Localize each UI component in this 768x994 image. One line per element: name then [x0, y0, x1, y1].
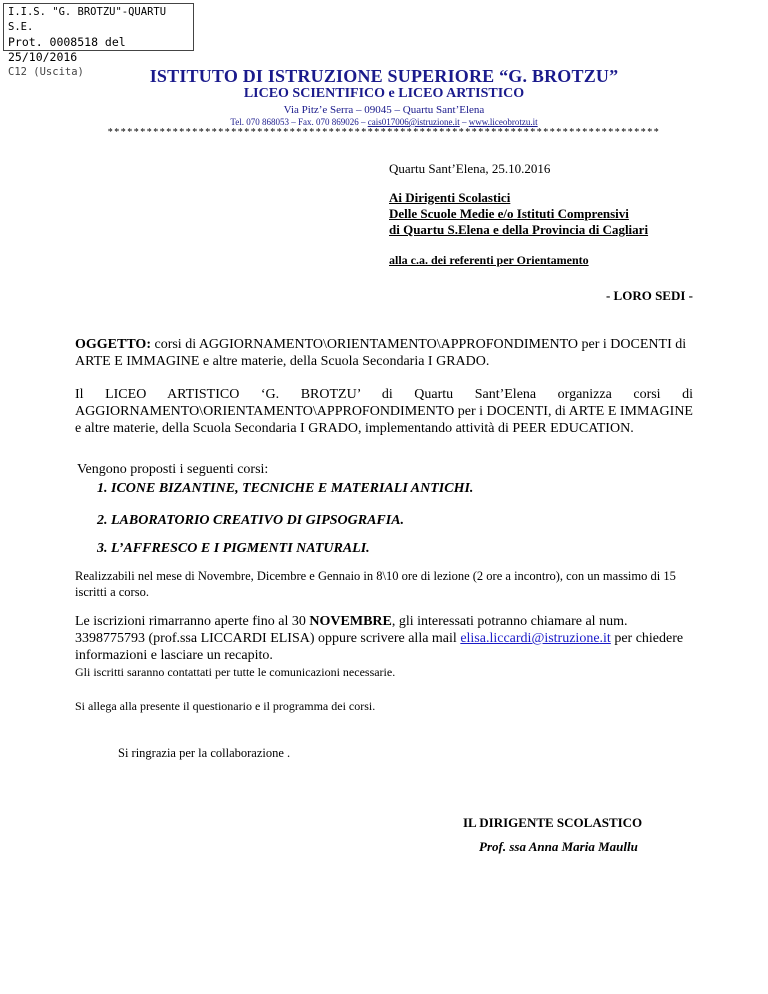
signup-deadline: NOVEMBRE — [309, 614, 392, 629]
course-item: 1. ICONE BIZANTINE, TECNICHE E MATERIALI ANTICHI. — [97, 481, 474, 496]
school-name: ISTITUTO DI ISTRUZIONE SUPERIORE “G. BROTZU” — [149, 66, 619, 86]
contacts-separator: – — [459, 117, 469, 127]
attachment-note: Si allega alla presente il questionario e il programma dei corsi. — [75, 699, 376, 713]
signup-text-end: per chiedere informazioni e lasciare un recapito. — [75, 631, 684, 663]
signature-title: IL DIRIGENTE SCOLASTICO — [463, 815, 643, 830]
signup-text-mid: , gli interessati potranno chiamare al num. 3398775793 (prof.ssa LICCARDI ELISA) oppure scrivere alla mail — [75, 614, 628, 646]
school-website-link[interactable]: www.liceobrotzu.it — [468, 117, 538, 127]
school-subtitle: LICEO SCIENTIFICO e LICEO ARTISTICO — [243, 86, 525, 101]
signup-text-start: Le iscrizioni rimarranno aperte fino al 30 — [75, 614, 310, 629]
subject-text: corsi di AGGIORNAMENTO\ORIENTAMENTO\APPROFONDIMENTO per i DOCENTI di ARTE E IMMAGINE e altre materie, della Scuola Secondaria I GRADO. — [75, 337, 687, 369]
stamp-line-class: C12 (Uscita) — [8, 66, 84, 78]
subject-label: OGGETTO: — [75, 337, 151, 352]
courses-intro: Vengono proposti i seguenti corsi: — [77, 462, 269, 477]
attention-line: alla c.a. dei referenti per Orientamento — [389, 253, 589, 267]
recipient-line: Delle Scuole Medie e/o Istituti Comprensivi — [389, 206, 629, 221]
school-email-link[interactable]: cais017006@istruzione.it — [367, 117, 460, 127]
protocol-stamp — [3, 3, 194, 78]
header-separator: ************************************************************************************* — [107, 127, 661, 138]
loro-sedi: - LORO SEDI - — [605, 288, 693, 303]
schedule-paragraph: Realizzabili nel mese di Novembre, Dicembre e Gennaio in 8\10 ore di lezione (2 ore a incontro), con un massimo di 15 iscritti a corso. — [75, 569, 676, 599]
body-paragraph: Il LICEO ARTISTICO ‘G. BROTZU’ di Quartu Sant’Elena organizza corsi di AGGIORNAMENTO\ORIENTAMENTO\APPROFONDIMENTO per i DOCENTI, di ARTE E IMMAGINE e altre materie, della Scuola Secondaria I GRADO, implementando attività di PEER EDUCATION. — [75, 387, 693, 436]
signup-paragraph — [75, 613, 693, 664]
contact-email-link[interactable]: elisa.liccardi@istruzione.it — [460, 631, 611, 646]
course-item: 3. L’AFFRESCO E I PIGMENTI NATURALI. — [97, 541, 370, 556]
recipients-block — [389, 190, 648, 238]
stamp-line-school: I.I.S. "G. BROTZU"-QUARTU S.E. — [8, 6, 167, 33]
recipient-line: di Quartu S.Elena e della Provincia di Cagliari — [389, 222, 649, 237]
contacts-phone-fax: Tel. 070 868053 – Fax. 070 869026 – — [230, 117, 368, 127]
course-item: 2. LABORATORIO CREATIVO DI GIPSOGRAFIA. — [97, 513, 405, 528]
signature-name: Prof. ssa Anna Maria Maullu — [479, 839, 638, 854]
recipient-line: Ai Dirigenti Scolastici — [389, 190, 511, 205]
stamp-line-protocol: Prot. 0008518 del 25/10/2016 — [8, 35, 126, 64]
subject-paragraph — [75, 336, 693, 370]
school-contacts — [0, 117, 768, 127]
thanks-line: Si ringrazia per la collaborazione . — [118, 746, 291, 760]
contacted-note: Gli iscritti saranno contattati per tutte le comunicazioni necessarie. — [75, 665, 396, 679]
place-date: Quartu Sant’Elena, 25.10.2016 — [389, 161, 551, 176]
school-address: Via Pitz’e Serra – 09045 – Quartu Sant’Elena — [283, 104, 485, 116]
